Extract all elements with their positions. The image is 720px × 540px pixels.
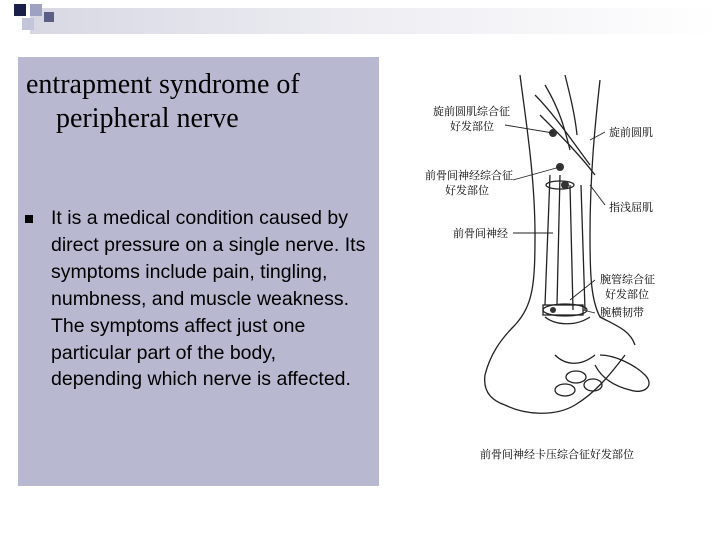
label-pronator-teres: 旋前圆肌 (609, 126, 653, 139)
label-pronator-syndrome-a: 旋前圆肌综合征 (433, 105, 510, 118)
label-carpal-tunnel-a: 腕管综合征 (600, 273, 655, 286)
deco-square-light (30, 4, 42, 16)
bullet-square-icon (25, 215, 33, 223)
bullet-text: It is a medical condition caused by direct pressure on a single nerve. Its symptoms include pain, tingling, numbness, and muscle weakness. The symptoms affect just one particular part of the body, depending which nerve is affected. (51, 207, 366, 391)
slide-title (26, 68, 376, 136)
deco-square-dark (44, 12, 54, 22)
title-line-2: peripheral nerve (56, 103, 239, 134)
figure-caption: 前骨间神经卡压综合征好发部位 (480, 448, 634, 461)
header-gradient-bar (30, 8, 720, 34)
forearm-nerve-diagram (395, 55, 695, 475)
label-carpal-tunnel-b: 好发部位 (605, 288, 649, 301)
label-ain: 前骨间神经 (453, 227, 508, 240)
label-fds: 指浅屈肌 (609, 201, 653, 214)
label-ain-syndrome-b: 好发部位 (445, 184, 489, 197)
title-line-1: entrapment syndrome of (26, 69, 300, 100)
deco-square-dark (14, 4, 26, 16)
label-transverse-ligament: 腕横韧带 (600, 306, 644, 319)
label-ain-syndrome-a: 前骨间神经综合征 (425, 169, 513, 182)
deco-square-light (22, 18, 34, 30)
label-pronator-syndrome-b: 好发部位 (450, 120, 494, 133)
